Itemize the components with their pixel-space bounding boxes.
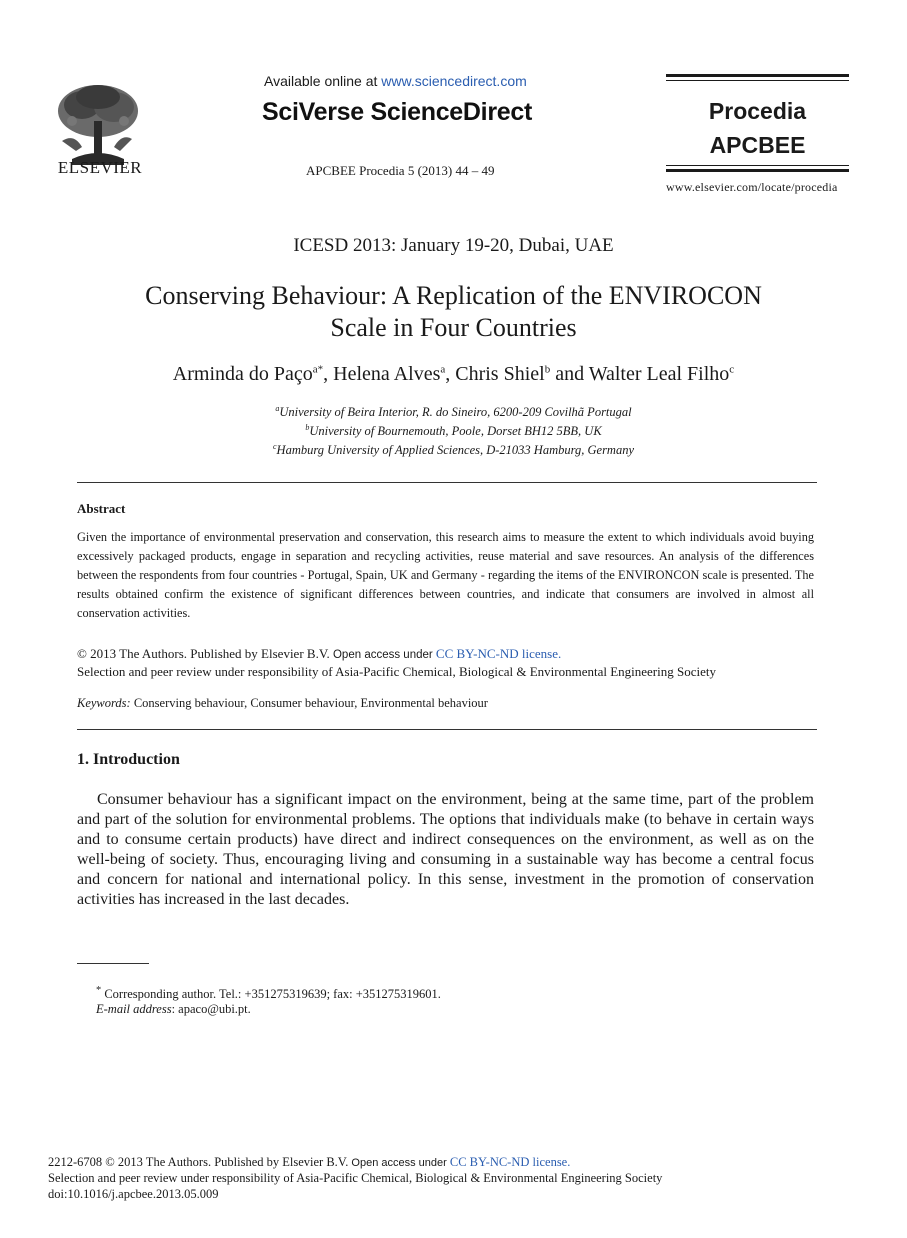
email-label: E-mail address [96,1002,172,1016]
footer-line-2: Selection and peer review under responsibility of Asia-Pacific Chemical, Biological & Environmental Engineering Society [48,1171,663,1185]
keywords-list: Conserving behaviour, Consumer behaviour, Environmental behaviour [130,696,488,710]
article-title [60,280,847,344]
copyright-main: © 2013 The Authors. Published by Elsevier B.V. [77,646,330,661]
brand-rule-top [666,74,849,77]
author-separator: and [550,363,589,385]
affiliations [0,401,907,458]
journal-brand-box [666,74,849,173]
abstract-text: Given the importance of environmental preservation and conservation, this research aims to measure the extent to which individuals avoid buying excessively packaged products, engage in separation and recycling activities, reuse material and save resources. An analysis of the differences between the respondents from four countries - Portugal, Spain, UK and Germany - regarding the items of the ENVIRONCON scale is presented. The results obtained confirm the existence of significant differences between countries, and indicate that consumers are involved in almost all conservation activities. [77,530,814,620]
footer-license-link[interactable]: CC BY-NC-ND license. [449,1155,571,1169]
divider-top [77,482,817,483]
available-prefix: Available online at [264,73,382,89]
abstract-heading: Abstract [77,501,126,516]
license-link[interactable]: CC BY-NC-ND license. [435,646,562,661]
affiliation-sup: a [275,404,280,413]
affiliation [0,439,907,458]
affiliation-text: Hamburg University of Applied Sciences, D-21033 Hamburg, Germany [276,443,635,458]
journal-brand-line2: APCBEE [709,132,806,158]
journal-brand-line1: Procedia [708,98,807,124]
publisher-logo-text: ELSEVIER [57,158,143,177]
footnote-marker: * [96,985,102,996]
title-line-1: Conserving Behaviour: A Replication of the ENVIROCON [145,281,762,310]
affiliation-text: University of Bournemouth, Poole, Dorset BH12 5BB, UK [309,424,602,439]
footer-doi: doi:10.1016/j.apcbee.2013.05.009 [48,1187,219,1201]
sciencedirect-link[interactable]: www.sciencedirect.com [381,73,527,89]
brand-rule-bottom-thin [666,165,849,166]
title-line-2: Scale in Four Countries [330,313,577,342]
author-separator: , [323,363,334,385]
footnote-email [96,1002,251,1017]
author-sup: a [440,363,446,376]
keywords-label: Keywords: [77,696,131,710]
section-heading: 1. Introduction [77,751,180,768]
journal-reference: APCBEE Procedia 5 (2013) 44 – 49 [306,163,495,178]
conference-line: ICESD 2013: January 19-20, Dubai, UAE [293,235,614,256]
email-value: : apaco@ubi.pt. [171,1002,251,1016]
author-name: Helena Alves [333,363,441,385]
affiliation-sup: b [305,423,310,433]
author-sup: a* [312,363,324,376]
author-sup: b [544,363,551,376]
available-online [264,73,527,89]
author-name: Arminda do Paço [172,363,313,385]
divider-bottom [77,729,817,730]
keywords-line [77,696,488,711]
author-name: Chris Shiel [455,363,545,385]
footnote-rule [77,963,149,964]
footnote-text: Corresponding author. Tel.: +351275319639; fax: +351275319601. [101,987,441,1002]
footer-copyright: 2212-6708 © 2013 The Authors. Published by Elsevier B.V. [48,1155,349,1169]
platform-name: SciVerse ScienceDirect [262,98,532,126]
brand-rule-bottom [666,169,849,172]
copyright-line [77,646,561,662]
selection-line: Selection and peer review under responsibility of Asia-Pacific Chemical, Biological & Environmental Engineering Society [77,664,716,679]
open-access-label: Open access under [329,649,436,661]
affiliation [0,401,907,420]
affiliation-sup: c [272,442,277,452]
affiliation [0,420,907,439]
journal-brand-text [666,94,849,162]
author-sup: c [729,363,735,376]
footer-open-access: Open access under [348,1157,450,1169]
author-separator: , [445,363,456,385]
footnote-corresponding [96,985,441,1002]
brand-rule-top-thin [666,80,849,81]
author-name: Walter Leal Filho [588,363,730,385]
affiliation-text: University of Beira Interior, R. do Sineiro, 6200-209 Covilhã Portugal [279,405,632,420]
footer-line-1 [48,1155,570,1170]
intro-paragraph: Consumer behaviour has a significant impact on the environment, being at the same time, part of the problem and part of the solution for environmental problems. The options that individuals make (to behave in certain ways and to consume certain products) have direct and indirect consequences on the environment, as well as on the well-being of society. Thus, encouraging living and consuming in a sustainable way has become a central focus and concern for national and international policy. In this sense, investment in the promotion of conservation activities has increased in the last decades. [77,791,814,908]
journal-url[interactable]: www.elsevier.com/locate/procedia [666,180,838,194]
author-list [0,363,907,386]
